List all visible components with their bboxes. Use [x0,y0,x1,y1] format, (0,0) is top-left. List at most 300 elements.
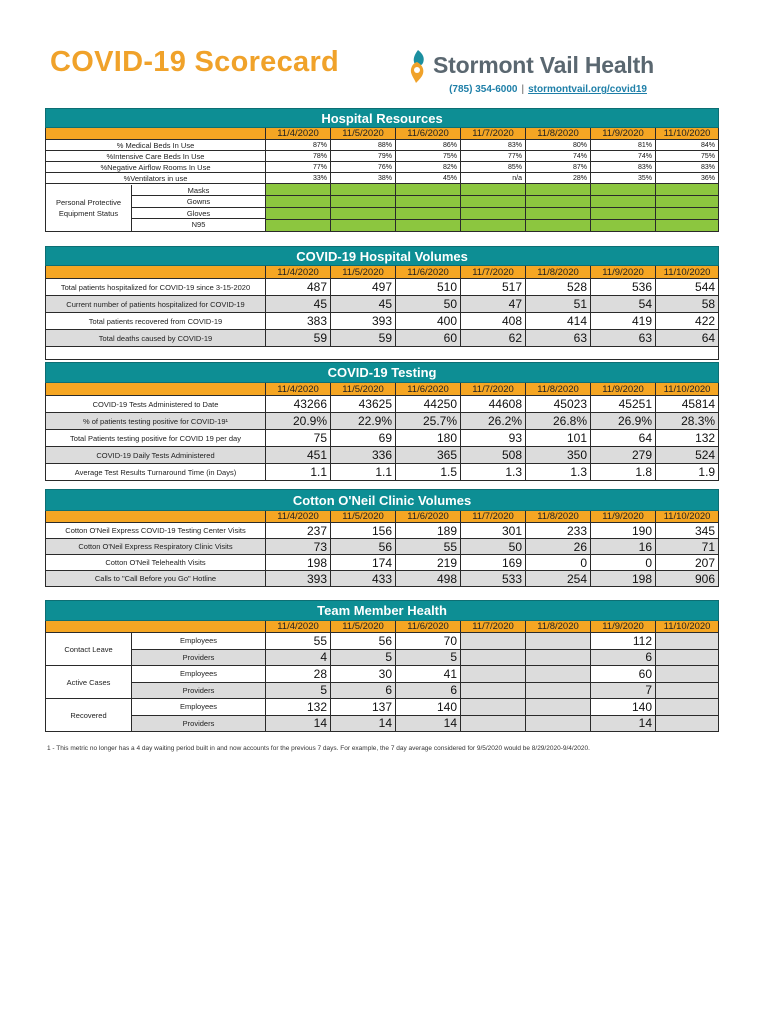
value-cell: 350 [526,447,591,464]
ppe-status-cell [656,196,719,208]
value-cell: 301 [461,523,526,539]
value-cell: 497 [331,279,396,296]
date-header: 11/7/2020 [461,128,526,140]
date-header: 11/8/2020 [526,128,591,140]
ppe-status-cell [656,208,719,220]
sub-label: Employees [132,699,266,716]
value-cell: 77% [266,162,331,173]
value-cell: 41 [396,666,461,683]
date-header: 11/5/2020 [331,266,396,279]
date-header-blank [46,511,266,523]
date-header: 11/9/2020 [591,511,656,523]
value-cell: 14 [591,715,656,732]
value-cell [461,649,526,666]
table-row [46,447,719,464]
value-cell: 5 [331,649,396,666]
value-cell: 63 [526,330,591,347]
date-header: 11/9/2020 [591,383,656,396]
sub-label: Providers [132,649,266,666]
table-row [46,555,719,571]
value-cell: 43266 [266,396,331,413]
value-cell: 56 [331,633,396,650]
page-title: COVID-19 Scorecard [50,46,340,78]
value-cell: 137 [331,699,396,716]
covid-link[interactable]: stormontvail.org/covid19 [528,84,647,95]
value-cell: 64 [591,430,656,447]
date-header-blank [46,266,266,279]
value-cell: 14 [266,715,331,732]
date-header: 11/10/2020 [656,128,719,140]
ppe-status-cell [591,208,656,220]
value-cell: 86% [396,140,461,151]
value-cell [526,649,591,666]
value-cell: 62 [461,330,526,347]
row-label: Total Patients testing positive for COVID 19 per day [46,430,266,447]
date-header: 11/10/2020 [656,266,719,279]
value-cell: 336 [331,447,396,464]
value-cell: 45 [331,296,396,313]
value-cell: 233 [526,523,591,539]
ppe-status-cell [656,220,719,232]
value-cell: 174 [331,555,396,571]
value-cell: 28 [266,666,331,683]
section-title: Team Member Health [46,601,719,621]
value-cell: 524 [656,447,719,464]
date-header: 11/8/2020 [526,383,591,396]
value-cell: 26.2% [461,413,526,430]
group-label: Contact Leave [46,633,132,666]
value-cell: 35% [591,173,656,184]
ppe-status-cell [461,208,526,220]
date-header-row [46,511,719,523]
value-cell: 88% [331,140,396,151]
ppe-status-cell [526,196,591,208]
value-cell: 47 [461,296,526,313]
value-cell: 75% [396,151,461,162]
value-cell: 517 [461,279,526,296]
ppe-status-cell [396,184,461,196]
value-cell: 56 [331,539,396,555]
spacer-cell [46,347,719,360]
value-cell: 30 [331,666,396,683]
value-cell [526,633,591,650]
value-cell: 26.9% [591,413,656,430]
row-label: Cotton O'Neil Express COVID-19 Testing Center Visits [46,523,266,539]
sub-label: Providers [132,682,266,699]
value-cell: 180 [396,430,461,447]
value-cell: 1.1 [266,464,331,481]
ppe-item-label: N95 [191,220,206,229]
value-cell: 508 [461,447,526,464]
date-header: 11/10/2020 [656,383,719,396]
value-cell: 45 [266,296,331,313]
value-cell: 55 [396,539,461,555]
hospital-volumes-table [45,246,719,360]
ppe-status-cell [591,220,656,232]
value-cell: 1.9 [656,464,719,481]
spacer-row [46,347,719,360]
table-row [46,279,719,296]
value-cell [656,682,719,699]
value-cell: 132 [656,430,719,447]
value-cell: 45023 [526,396,591,413]
ppe-status-cell [461,220,526,232]
table-row [46,313,719,330]
value-cell: 77% [461,151,526,162]
row-label: Cotton O'Neil Telehealth Visits [46,555,266,571]
ppe-status-cell [266,184,331,196]
value-cell: 36% [656,173,719,184]
date-header: 11/4/2020 [266,511,331,523]
value-cell: 85% [461,162,526,173]
row-label: Average Test Results Turnaround Time (in Days) [46,464,266,481]
value-cell: 22.9% [331,413,396,430]
team-table [45,600,719,732]
date-header: 11/9/2020 [591,621,656,633]
value-cell: 4 [266,649,331,666]
table-row [46,666,719,683]
value-cell [526,682,591,699]
value-cell [461,633,526,650]
value-cell: 44608 [461,396,526,413]
value-cell: 71 [656,539,719,555]
row-label: Total patients hospitalized for COVID-19 since 3-15-2020 [46,279,266,296]
table-row [46,140,719,151]
ppe-item-label: Gowns [132,196,265,208]
value-cell: 81% [591,140,656,151]
table-row [46,633,719,650]
ppe-items [132,185,265,231]
value-cell [656,649,719,666]
value-cell: 83% [461,140,526,151]
value-cell: 1.5 [396,464,461,481]
value-cell: 87% [266,140,331,151]
value-cell: 254 [526,571,591,587]
value-cell: 1.8 [591,464,656,481]
value-cell: 169 [461,555,526,571]
ppe-row [46,184,719,196]
value-cell: 59 [331,330,396,347]
hospital-resources-table [45,108,719,232]
ppe-status-cell [526,208,591,220]
date-header: 11/10/2020 [656,511,719,523]
value-cell [656,715,719,732]
row-label: Total deaths caused by COVID-19 [46,330,266,347]
clinic-section [45,489,718,587]
testing-section [45,362,718,481]
row-label: COVID-19 Daily Tests Administered [46,447,266,464]
date-header: 11/6/2020 [396,128,461,140]
date-header: 11/10/2020 [656,621,719,633]
value-cell: 93 [461,430,526,447]
ppe-status-cell [526,220,591,232]
value-cell: 422 [656,313,719,330]
clinic-table [45,489,719,587]
contact-line [449,84,647,95]
value-cell: 50 [461,539,526,555]
value-cell: n/a [461,173,526,184]
date-header-row [46,621,719,633]
ppe-status-cell [656,184,719,196]
value-cell [461,699,526,716]
row-label: %Ventilators in use [46,173,266,184]
table-row [46,539,719,555]
value-cell: 60 [591,666,656,683]
value-cell: 70 [396,633,461,650]
value-cell: 0 [526,555,591,571]
date-header: 11/6/2020 [396,621,461,633]
table-row [46,151,719,162]
value-cell: 414 [526,313,591,330]
ppe-status-cell [461,184,526,196]
value-cell: 55 [266,633,331,650]
value-cell: 6 [396,682,461,699]
row-label: %Intensive Care Beds In Use [46,151,266,162]
value-cell: 189 [396,523,461,539]
value-cell: 365 [396,447,461,464]
value-cell: 75 [266,430,331,447]
separator: | [521,84,525,95]
table-row [46,523,719,539]
value-cell: 44250 [396,396,461,413]
value-cell: 78% [266,151,331,162]
group-label: Active Cases [46,666,132,699]
value-cell: 112 [591,633,656,650]
value-cell: 198 [591,571,656,587]
table-row [46,464,719,481]
value-cell: 45% [396,173,461,184]
hospital-resources-section [45,108,718,232]
date-header: 11/4/2020 [266,621,331,633]
value-cell: 498 [396,571,461,587]
value-cell: 190 [591,523,656,539]
date-header-blank [46,128,266,140]
value-cell: 419 [591,313,656,330]
date-header: 11/4/2020 [266,128,331,140]
ppe-status-cell [266,208,331,220]
ppe-status-cell [331,184,396,196]
date-header-blank [46,621,266,633]
date-header-row [46,128,719,140]
value-cell: 50 [396,296,461,313]
date-header: 11/9/2020 [591,128,656,140]
value-cell [656,699,719,716]
value-cell: 87% [526,162,591,173]
value-cell: 28.3% [656,413,719,430]
ppe-group-label: Personal Protective Equipment Status [46,185,132,231]
value-cell: 14 [331,715,396,732]
value-cell: 487 [266,279,331,296]
value-cell [656,666,719,683]
value-cell: 536 [591,279,656,296]
value-cell: 393 [266,571,331,587]
value-cell: 45814 [656,396,719,413]
value-cell: 25.7% [396,413,461,430]
date-header: 11/7/2020 [461,266,526,279]
value-cell: 74% [526,151,591,162]
date-header-row [46,383,719,396]
value-cell [526,715,591,732]
value-cell: 75% [656,151,719,162]
date-header: 11/6/2020 [396,511,461,523]
value-cell: 400 [396,313,461,330]
date-header: 11/8/2020 [526,266,591,279]
testing-table [45,362,719,481]
value-cell: 16 [591,539,656,555]
table-row [46,682,719,699]
ppe-inner [46,185,265,231]
date-header: 11/5/2020 [331,128,396,140]
value-cell: 38% [331,173,396,184]
footnote: 1 - This metric no longer has a 4 day waiting period built in and now accounts for the previous 7 days. For example, the 7 day average considered for 9/5/2020 would be 8/29/2020-9/4/2020. [47,745,590,752]
value-cell: 1.3 [461,464,526,481]
sub-label: Employees [132,666,266,683]
ppe-item-label: Gloves [132,208,265,220]
table-row [46,173,719,184]
section-title: Cotton O'Neil Clinic Volumes [46,490,719,511]
ppe-status-cell [591,196,656,208]
ppe-item-label: Masks [132,185,265,197]
value-cell: 451 [266,447,331,464]
value-cell: 83% [591,162,656,173]
value-cell: 63 [591,330,656,347]
value-cell: 64 [656,330,719,347]
logo-icon [405,48,431,84]
row-label: % Medical Beds In Use [46,140,266,151]
date-header: 11/5/2020 [331,621,396,633]
ppe-label-cell [46,184,266,232]
date-header: 11/7/2020 [461,621,526,633]
date-header: 11/9/2020 [591,266,656,279]
table-row [46,162,719,173]
ppe-status-cell [396,220,461,232]
value-cell: 510 [396,279,461,296]
row-label: Calls to "Call Before you Go" Hotline [46,571,266,587]
value-cell: 207 [656,555,719,571]
table-row [46,649,719,666]
value-cell: 5 [396,649,461,666]
value-cell: 906 [656,571,719,587]
value-cell: 28% [526,173,591,184]
value-cell: 74% [591,151,656,162]
ppe-status-cell [331,220,396,232]
value-cell: 14 [396,715,461,732]
row-label: COVID-19 Tests Administered to Date [46,396,266,413]
row-label: Total patients recovered from COVID-19 [46,313,266,330]
date-header-blank [46,383,266,396]
sub-label: Employees [132,633,266,650]
ppe-status-cell [266,220,331,232]
table-row [46,715,719,732]
value-cell: 1.1 [331,464,396,481]
table-row [46,330,719,347]
value-cell: 43625 [331,396,396,413]
value-cell [656,633,719,650]
row-label: Cotton O'Neil Express Respiratory Clinic Visits [46,539,266,555]
logo-text: Stormont Vail Health [433,52,654,78]
ppe-status-cell [591,184,656,196]
date-header: 11/5/2020 [331,511,396,523]
value-cell: 0 [591,555,656,571]
value-cell: 279 [591,447,656,464]
table-row [46,430,719,447]
value-cell: 1.3 [526,464,591,481]
date-header: 11/8/2020 [526,511,591,523]
table-row [46,413,719,430]
value-cell: 237 [266,523,331,539]
value-cell: 156 [331,523,396,539]
value-cell: 82% [396,162,461,173]
value-cell: 533 [461,571,526,587]
value-cell: 76% [331,162,396,173]
value-cell: 51 [526,296,591,313]
section-title: COVID-19 Testing [46,363,719,383]
value-cell: 69 [331,430,396,447]
ppe-status-cell [396,196,461,208]
date-header-row [46,266,719,279]
value-cell: 58 [656,296,719,313]
value-cell: 45251 [591,396,656,413]
value-cell: 59 [266,330,331,347]
ppe-status-cell [461,196,526,208]
value-cell: 383 [266,313,331,330]
table-row [46,699,719,716]
date-header: 11/4/2020 [266,266,331,279]
value-cell: 20.9% [266,413,331,430]
value-cell: 54 [591,296,656,313]
value-cell: 433 [331,571,396,587]
value-cell: 6 [331,682,396,699]
row-label: % of patients testing positive for COVID-19¹ [46,413,266,430]
value-cell: 528 [526,279,591,296]
ppe-status-cell [266,196,331,208]
value-cell: 393 [331,313,396,330]
logo [405,48,655,86]
row-label: Current number of patients hospitalized for COVID-19 [46,296,266,313]
value-cell: 132 [266,699,331,716]
group-label: Recovered [46,699,132,732]
value-cell: 26 [526,539,591,555]
table-row [46,571,719,587]
value-cell [461,682,526,699]
value-cell: 26.8% [526,413,591,430]
value-cell: 83% [656,162,719,173]
value-cell: 5 [266,682,331,699]
ppe-status-cell [526,184,591,196]
ppe-status-cell [396,208,461,220]
phone-number: (785) 354-6000 [449,84,518,95]
table-row [46,396,719,413]
date-header: 11/6/2020 [396,266,461,279]
value-cell: 60 [396,330,461,347]
value-cell [526,666,591,683]
ppe-status-cell [331,208,396,220]
value-cell [461,666,526,683]
ppe-status-cell [331,196,396,208]
date-header: 11/7/2020 [461,383,526,396]
value-cell: 408 [461,313,526,330]
section-title: COVID-19 Hospital Volumes [46,247,719,266]
table-row [46,296,719,313]
date-header: 11/5/2020 [331,383,396,396]
sub-label: Providers [132,715,266,732]
value-cell: 140 [396,699,461,716]
value-cell: 101 [526,430,591,447]
date-header: 11/7/2020 [461,511,526,523]
value-cell: 345 [656,523,719,539]
value-cell: 84% [656,140,719,151]
value-cell: 198 [266,555,331,571]
